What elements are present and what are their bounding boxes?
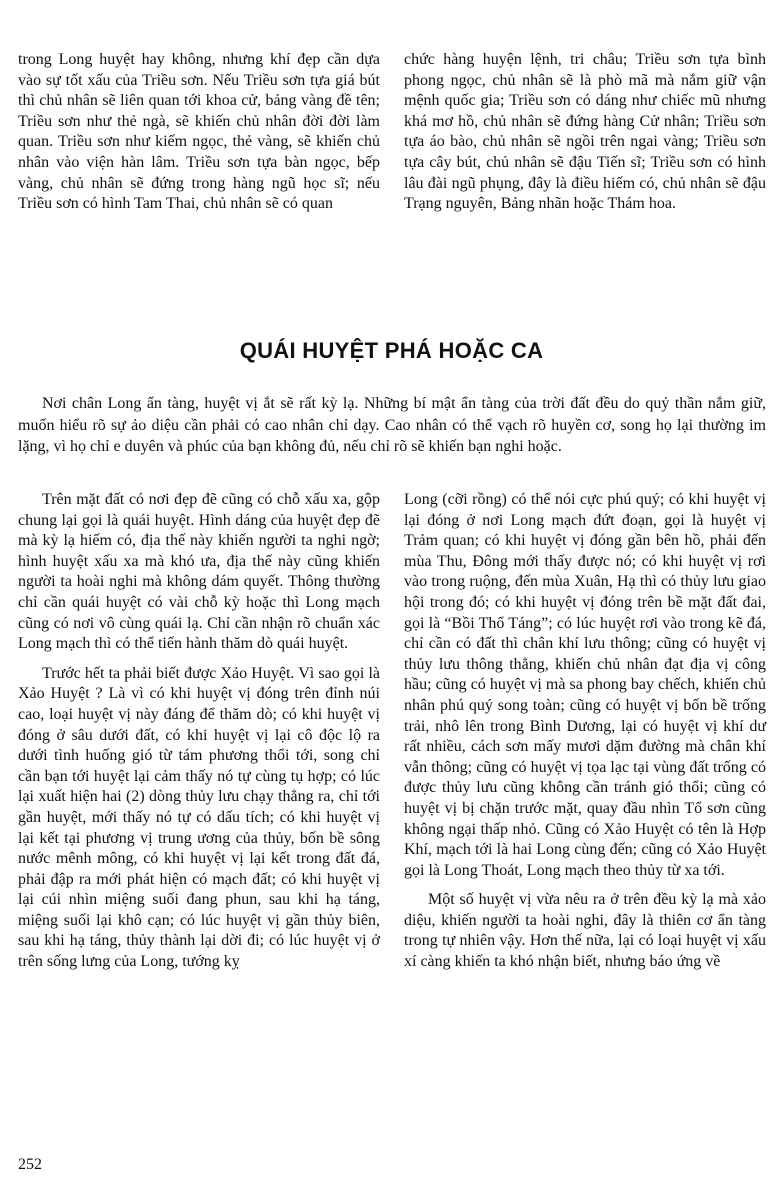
page-number: 252 xyxy=(18,1156,42,1173)
intro-paragraph: Nơi chân Long ẩn tàng, huyệt vị ắt sẽ rất kỳ lạ. Những bí mật ẩn tàng của trời đất đều do quỷ thần nắm giữ, muốn hiểu rõ sự ảo diệu cần phải có cao nhân chỉ dạy. Cao nhân có thể vạch rõ huyền cơ, song họ lại thường im lặng, vì họ chỉ e duyên và phúc của bạn không đủ, nếu chỉ rõ sẽ khiến bạn nghi hoặc. xyxy=(18,395,766,456)
paragraph: Trước hết ta phải biết được Xảo Huyệt. Vì sao gọi là Xảo Huyệt ? Là vì có khi huyệt vị đóng trên đỉnh núi cao, loại huyệt vị này đáng để thăm dò; có khi huyệt vị đóng ở sâu dưới đất, có khi huyệt vị lại cô độc lộ ra dưới tình huống gió từ tám phương thổi tới, song chỉ cần bạn tới huyệt lại cảm thấy nó tự cùng tụ hợp; có lúc lại xuất hiện hai (2) dòng thủy lưu chạy thẳng ra, chỉ tới gần huyệt, mới thấy nó tự có dấu tích; có khi huyệt vị lại kết tại phương vị trung ương của thủy, bốn bề sông nước mênh mông, có khi huyệt vị lại kết trong đất đá, phải đập ra mới phát hiện có mạch đất; có khi huyệt vị lại cúi nhìn miệng suối đang phun, sau khi hạ táng, miệng suối lại khô cạn; có lúc huyệt vị gần thủy biên, sau khi hạ táng, thủy thành lại dời đi; có lúc huyệt vị ở trên sống lưng của Long, tướng kỵ xyxy=(18,664,380,971)
intro-block xyxy=(18,393,766,458)
column-top-left xyxy=(18,50,380,215)
column-bottom-right xyxy=(404,490,766,973)
paragraph: Một số huyệt vị vừa nêu ra ở trên đều kỳ lạ mà xảo diệu, khiến người ta hoài nghi, đây là thiên cơ ẩn tàng trong tự nhiên vậy. Hơn thế nữa, lại có loại huyệt vị xấu xí càng khiến ta khó nhận biết, nhưng báo ứng về xyxy=(404,891,766,971)
paragraph: chức hàng huyện lệnh, tri châu; Triều sơn tựa bình phong ngọc, chủ nhân sẽ là phò mã mà nắm giữ vận mệnh quốc gia; Triều sơn có dáng như chiếc mũ nhưng khá mơ hồ, chủ nhân sẽ đứng hàng Cử nhân; Triều sơn tựa áo bào, chủ nhân sẽ ngồi trên ngai vàng; Triều sơn tựa cây bút, chủ nhân sẽ đậu Tiến sĩ; Triều sơn có hình lâu đài ngũ phụng, đây là điều hiếm có, chủ nhân sẽ đậu Trạng nguyên, Bảng nhãn hoặc Thám hoa. xyxy=(404,51,766,213)
column-top-right xyxy=(404,50,766,215)
column-bottom-left xyxy=(18,490,380,973)
paragraph: Long (cỡi rồng) có thể nói cực phú quý; có khi huyệt vị lại đóng ở nơi Long mạch đứt đoạn, gọi là huyệt vị Trảm quan; có khi huyệt vị đóng gần bên hồ, phải đến mùa Thu, Đông mới thấy được nó; có khi huyệt vị rơi vào trong ruộng, đến mùa Xuân, Hạ thì có thủy lưu giao hội trong đó; có khi huyệt vị đóng trên bề mặt đất đai, gọi là “Bồi Thổ Táng”; có lúc huyệt rơi vào trong kẽ đá, chỉ cần có đất thì chân khí lưu thông; cũng có huyệt vị thủy lưu thông thẳng, khiến chủ nhân đạt địa vị công hầu; cũng có huyệt vị mà sa phong bay chếch, khiến chủ nhân phú quý song toàn; cũng có huyệt vị bốn bề trống trải, nhô lên trong Bình Dương, lại có huyệt vị khí dư rất nhiều, cách sơn mấy mươi dặm đường mà chân khí vẫn thông; cũng có huyệt vị tọa lạc tại vùng đất trống có được thủy lưu cũng không cần tránh gió thổi; cũng có huyệt vị bị chặn trước mặt, quay đầu nhìn Tổ sơn cũng không ngại thấp nhỏ. Cũng có Xảo Huyệt có tên là Hợp Khí, mạch tới là hai Long cùng đến; cũng có Xảo Huyệt gọi là Long Thoát, Long mạch theo thủy từ xa tới. xyxy=(404,491,766,879)
paragraph: trong Long huyệt hay không, nhưng khí đẹp cần dựa vào sự tốt xấu của Triều sơn. Nếu Triều sơn tựa giá bút thì chủ nhân sẽ liên quan tới khoa cử, bảng vàng đề tên; Triều sơn như thẻ ngà, sẽ khiến chủ nhân đời đời làm quan. Triều sơn như kiếm ngọc, thẻ vàng, sẽ khiến chủ nhân vào viện hàn lâm. Triều sơn tựa bàn ngọc, bếp vàng, chủ nhân sẽ đứng trong hàng ngũ học sĩ; nếu Triều sơn có hình Tam Thai, chủ nhân sẽ có quan xyxy=(18,51,380,213)
paragraph: Trên mặt đất có nơi đẹp đẽ cũng có chỗ xấu xa, gộp chung lại gọi là quái huyệt. Hình dáng của huyệt đẹp đẽ mà kỳ lạ hiếm có, địa thế này khiến người ta nghi ngờ; hình huyệt xấu xa mà khó ưa, địa thế này cũng khiến người ta hoài nghi mà không dám quyết. Thông thường chỉ cần quái huyệt có vài chỗ kỳ hoặc thì Long mạch cũng có nơi vô cùng quái lạ. Chỉ cần nhận rõ chuẩn xác Long mạch thì có thể tiến hành thăm dò quái huyệt. xyxy=(18,491,380,653)
section-heading: QUÁI HUYỆT PHÁ HOẶC CA xyxy=(239,338,544,363)
